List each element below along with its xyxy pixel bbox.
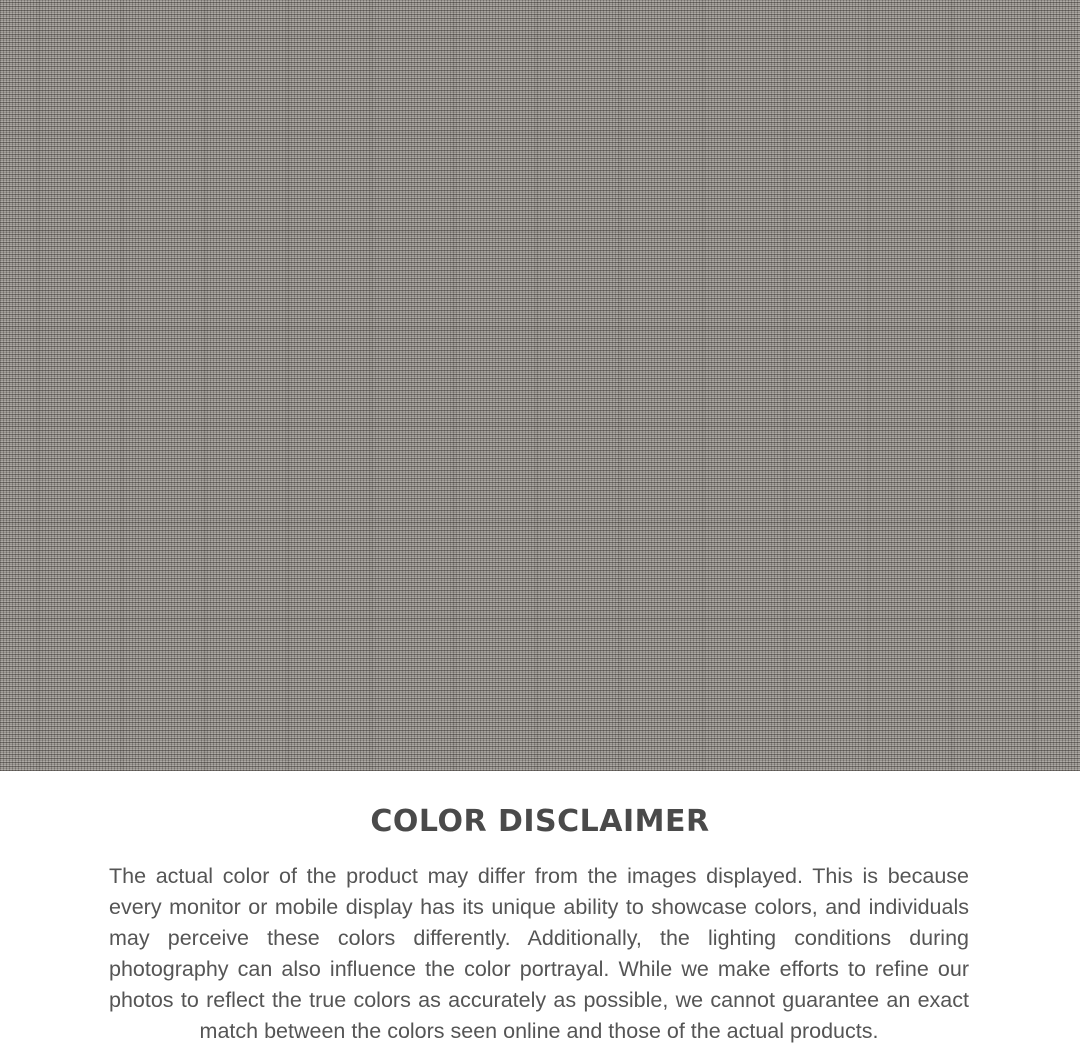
disclaimer-title: COLOR DISCLAIMER xyxy=(370,804,710,839)
color-disclaimer-section xyxy=(0,771,1080,1048)
disclaimer-text: The actual color of the product may differ from the images displayed. This is because every monitor or mobile display has its unique ability to showcase colors, and individuals may perceive these colors differently. Additionally, the lighting conditions during photography can also influence the color portrayal. While we make efforts to refine our photos to reflect the true colors as accurately as possible, we cannot guarantee an exact match between the colors seen online and those of the actual products. xyxy=(109,864,969,1043)
